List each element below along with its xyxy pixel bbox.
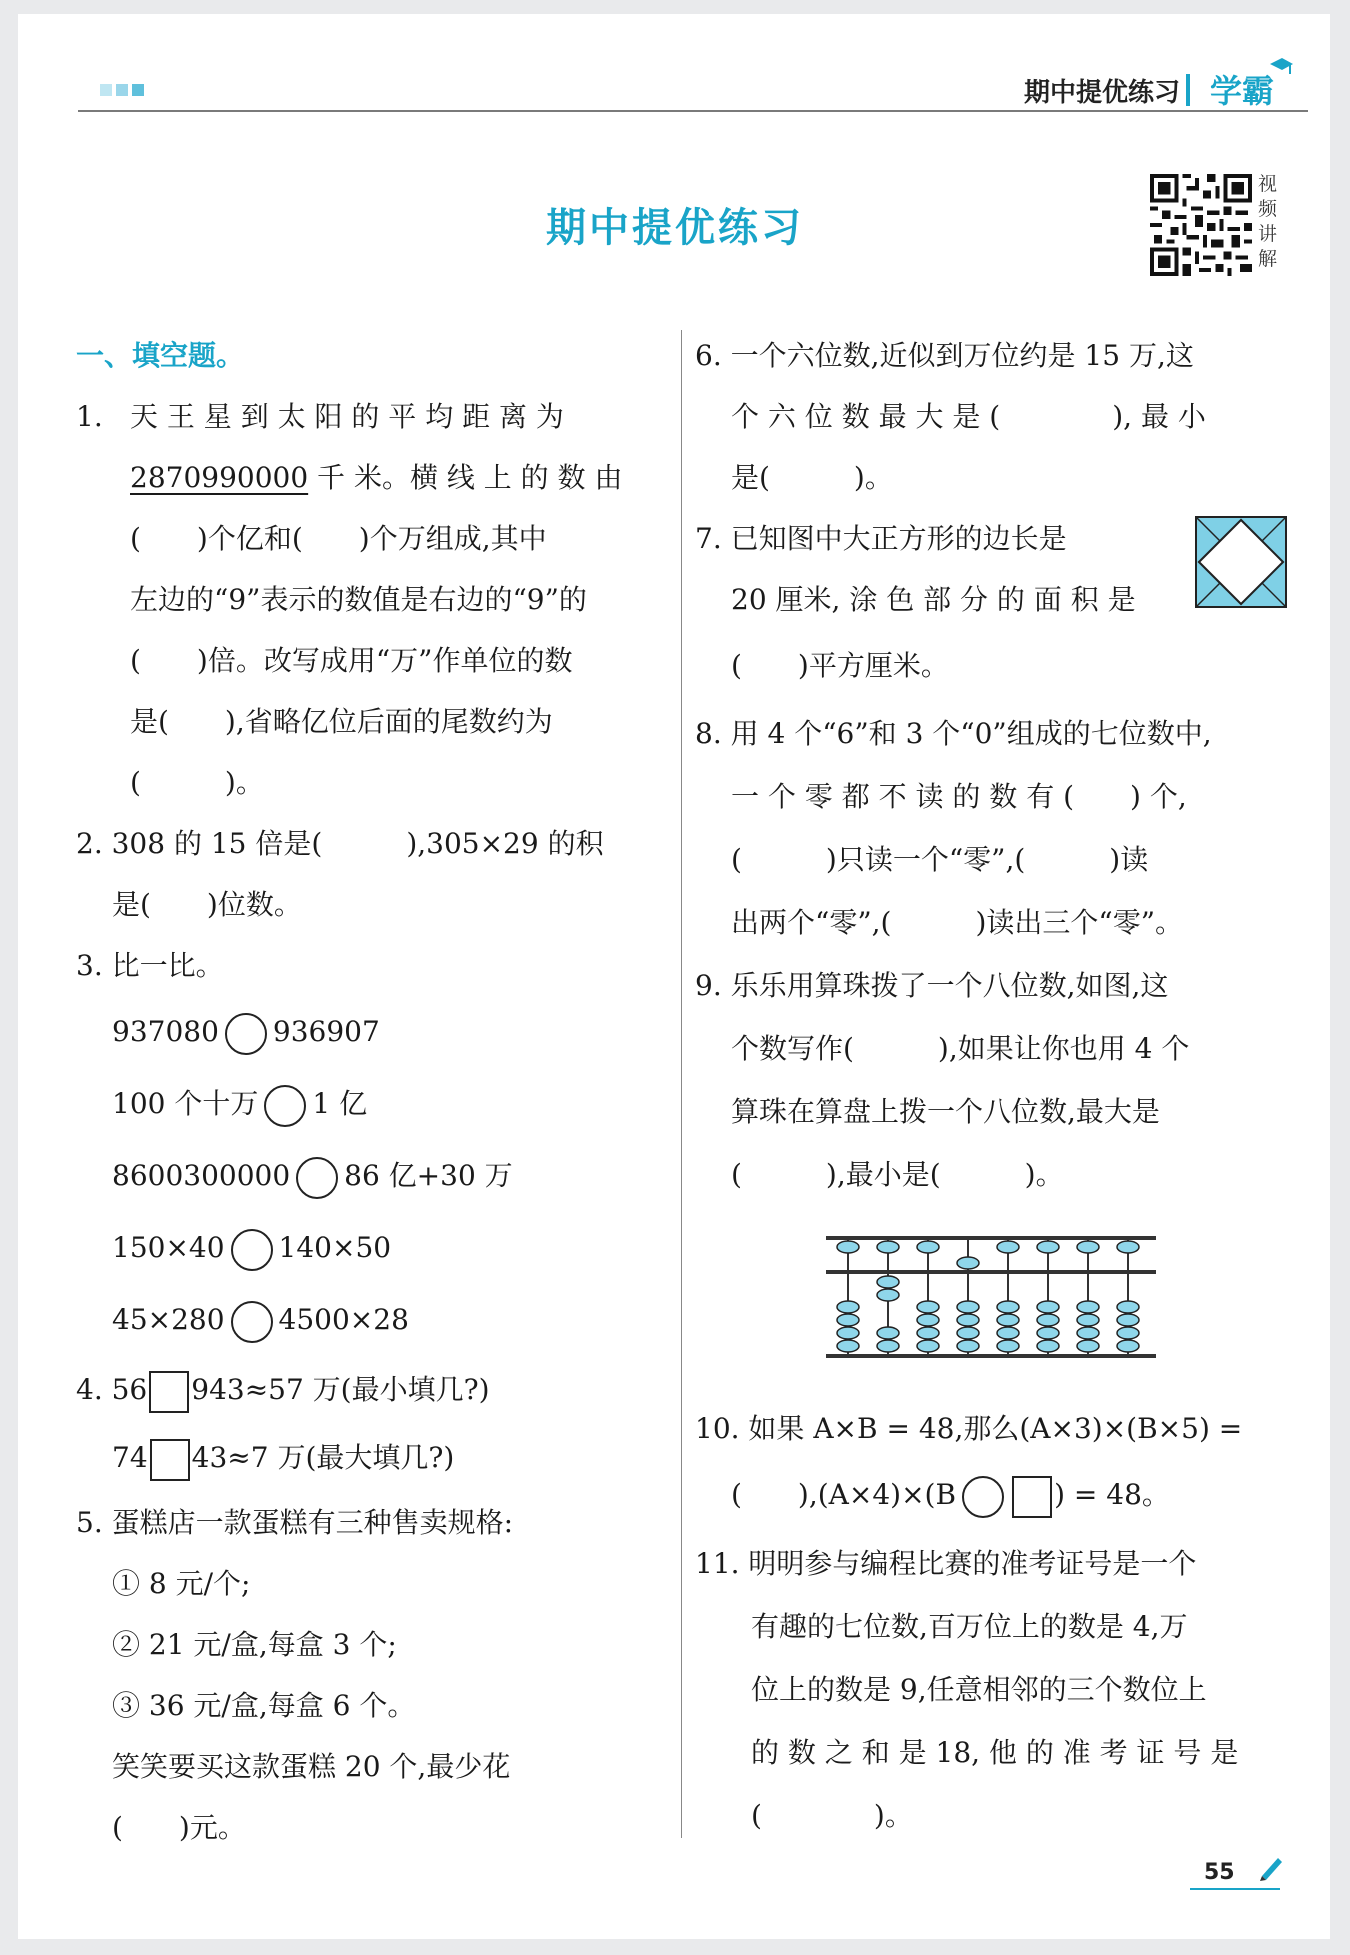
question-1-line: 是( ),省略亿位后面的尾数约为 xyxy=(130,705,553,738)
abacus-lower-bead xyxy=(1117,1301,1139,1313)
question-10 xyxy=(695,1396,1287,1528)
question-1 xyxy=(76,386,666,813)
compare-circle[interactable] xyxy=(296,1157,338,1199)
compare-circle[interactable] xyxy=(225,1013,267,1055)
abacus-beam xyxy=(826,1270,1156,1274)
header-decoration xyxy=(100,84,144,96)
compare-circle[interactable] xyxy=(231,1301,273,1343)
compare-left: 45×280 xyxy=(112,1303,225,1336)
qr-caption-char: 视 xyxy=(1258,173,1278,195)
abacus-figure xyxy=(824,1232,1158,1362)
compare-right: 936907 xyxy=(272,1015,380,1048)
qr-caption xyxy=(1258,172,1284,272)
abacus-lower-bead xyxy=(997,1301,1019,1313)
column-divider xyxy=(681,330,682,1838)
pencil-icon xyxy=(1256,1852,1286,1882)
compare-row xyxy=(76,1140,666,1212)
question-1-line xyxy=(76,386,666,447)
question-11-line: ( )。 xyxy=(751,1799,913,1832)
question-text: ) = 48。 xyxy=(1054,1478,1170,1511)
question-text: 43≈7 万(最大填几?) xyxy=(191,1441,455,1474)
page-title: 期中提优练习 xyxy=(546,205,804,251)
question-1-line: ( )倍。改写成用“万”作单位的数 xyxy=(130,644,573,677)
question-text: ( ),(A×4)×(B xyxy=(731,1478,957,1511)
compare-left: 100 个十万 xyxy=(112,1087,259,1120)
question-7-line: ( )平方厘米。 xyxy=(731,649,949,682)
question-11-line: 位上的数是 9,任意相邻的三个数位上 xyxy=(751,1673,1207,1706)
question-5 xyxy=(76,1492,666,1858)
abacus-lower-bead xyxy=(917,1301,939,1313)
graduation-cap-icon xyxy=(1268,54,1294,80)
question-1-line: ( )。 xyxy=(130,766,264,799)
abacus-lower-bead xyxy=(957,1340,979,1352)
answer-box[interactable] xyxy=(149,1371,189,1413)
compare-row xyxy=(76,1212,666,1284)
question-5-line: ③ 36 元/盒,每盒 6 个。 xyxy=(112,1689,416,1722)
compare-circle[interactable] xyxy=(231,1229,273,1271)
question-8-line: 一 个 零 都 不 读 的 数 有 ( ) 个, xyxy=(731,780,1187,813)
compare-row xyxy=(76,1284,666,1356)
abacus-lower-bead xyxy=(917,1314,939,1326)
question-2-line: 2. 308 的 15 倍是( ),305×29 的积 xyxy=(76,827,604,860)
question-2 xyxy=(76,813,666,935)
question-7 xyxy=(695,508,1287,702)
question-9 xyxy=(695,954,1287,1206)
right-column xyxy=(695,325,1287,1847)
abacus-lower-bead xyxy=(1117,1340,1139,1352)
abacus-lower-bead xyxy=(1077,1340,1099,1352)
abacus-lower-bead xyxy=(957,1314,979,1326)
compare-right: 1 亿 xyxy=(312,1087,368,1120)
abacus-lower-bead xyxy=(957,1327,979,1339)
abacus-lower-bead xyxy=(1037,1327,1059,1339)
header-dot xyxy=(132,84,144,96)
header-section-title: 期中提优练习 xyxy=(1023,78,1180,108)
abacus-lower-bead xyxy=(1037,1314,1059,1326)
abacus-lower-bead xyxy=(1117,1327,1139,1339)
question-3-label: 3. 比一比。 xyxy=(76,949,224,982)
question-6-line: 个 六 位 数 最 大 是 ( ), 最 小 xyxy=(731,400,1206,433)
question-5-line: 笑笑要买这款蛋糕 20 个,最少花 xyxy=(112,1750,511,1783)
question-6 xyxy=(695,325,1287,508)
question-9-line: ( ),最小是( )。 xyxy=(731,1158,1064,1191)
question-text: 天 王 星 到 太 阳 的 平 均 距 离 为 xyxy=(130,400,564,433)
answer-box[interactable] xyxy=(150,1439,190,1481)
compare-left: 937080 xyxy=(112,1015,219,1048)
question-1-line: ( )个亿和( )个万组成,其中 xyxy=(130,522,547,555)
abacus-upper-bead xyxy=(1117,1241,1139,1253)
abacus-upper-bead xyxy=(957,1257,979,1269)
compare-left: 150×40 xyxy=(112,1231,225,1264)
question-10-line xyxy=(695,1462,1287,1528)
question-11 xyxy=(695,1532,1287,1847)
question-5-line: ① 8 元/个; xyxy=(112,1567,251,1600)
abacus-lower-bead xyxy=(957,1301,979,1313)
abacus-lower-bead xyxy=(1077,1301,1099,1313)
abacus-upper-bead xyxy=(997,1241,1019,1253)
square-figure xyxy=(1195,516,1287,608)
section-heading: 一、填空题。 xyxy=(76,339,245,372)
footer-rule xyxy=(1190,1888,1280,1890)
abacus-lower-bead xyxy=(1037,1340,1059,1352)
question-7-line: 20 厘米, 涂 色 部 分 的 面 积 是 xyxy=(731,583,1136,616)
question-10-line: 10. 如果 A×B = 48,那么(A×3)×(B×5) = xyxy=(695,1412,1243,1445)
question-11-line: 的 数 之 和 是 18, 他 的 准 考 证 号 是 xyxy=(751,1736,1239,1769)
question-4-line xyxy=(76,1424,666,1492)
answer-box[interactable] xyxy=(1012,1476,1052,1518)
abacus-frame-bottom xyxy=(826,1354,1156,1358)
abacus-lower-bead xyxy=(1037,1301,1059,1313)
compare-right: 4500×28 xyxy=(278,1303,409,1336)
question-3 xyxy=(76,935,666,1356)
brand-logo: 学霸 xyxy=(1209,72,1274,110)
abacus-upper-bead xyxy=(1077,1241,1099,1253)
abacus-upper-bead xyxy=(837,1241,859,1253)
abacus-lower-bead xyxy=(837,1340,859,1352)
abacus-lower-bead xyxy=(1077,1314,1099,1326)
compare-row xyxy=(76,1068,666,1140)
question-4 xyxy=(76,1356,666,1492)
abacus-lower-bead xyxy=(877,1289,899,1301)
question-2-line: 是( )位数。 xyxy=(112,888,302,921)
abacus-frame-top xyxy=(826,1236,1156,1240)
question-7-line: 7. 已知图中大正方形的边长是 xyxy=(695,522,1067,555)
compare-row xyxy=(76,996,666,1068)
question-text: 74 xyxy=(112,1441,148,1474)
page-number: 55 xyxy=(1204,1860,1235,1885)
question-9-line: 算珠在算盘上拨一个八位数,最大是 xyxy=(731,1095,1160,1128)
compare-right: 140×50 xyxy=(278,1231,392,1264)
abacus-lower-bead xyxy=(877,1340,899,1352)
question-4-line xyxy=(76,1356,666,1424)
header-dot xyxy=(116,84,128,96)
question-8 xyxy=(695,702,1287,954)
abacus-lower-bead xyxy=(877,1327,899,1339)
left-column xyxy=(76,325,666,1858)
header-dot xyxy=(100,84,112,96)
question-8-line: 出两个“零”,( )读出三个“零”。 xyxy=(731,906,1184,939)
question-6-line: 6. 一个六位数,近似到万位约是 15 万,这 xyxy=(695,339,1194,372)
question-6-line: 是( )。 xyxy=(731,461,893,494)
qr-caption-char: 解 xyxy=(1258,248,1278,270)
abacus-lower-bead xyxy=(877,1276,899,1288)
question-9-line: 个数写作( ),如果让你也用 4 个 xyxy=(731,1032,1190,1065)
abacus-lower-bead xyxy=(1117,1314,1139,1326)
question-8-line: 8. 用 4 个“6”和 3 个“0”组成的七位数中, xyxy=(695,717,1212,750)
question-5-line: ( )元。 xyxy=(112,1811,246,1844)
compare-right: 86 亿+30 万 xyxy=(344,1159,513,1192)
abacus-upper-bead xyxy=(877,1241,899,1253)
question-9-line: 9. 乐乐用算珠拨了一个八位数,如图,这 xyxy=(695,969,1169,1002)
abacus-lower-bead xyxy=(997,1314,1019,1326)
question-5-line: ② 21 元/盒,每盒 3 个; xyxy=(112,1628,397,1661)
abacus-lower-bead xyxy=(997,1340,1019,1352)
abacus-lower-bead xyxy=(837,1301,859,1313)
compare-circle[interactable] xyxy=(264,1085,306,1127)
qr-caption-char: 讲 xyxy=(1258,223,1278,245)
question-number: 1. xyxy=(76,400,103,433)
abacus-lower-bead xyxy=(837,1327,859,1339)
question-11-line: 11. 明明参与编程比赛的准考证号是一个 xyxy=(695,1547,1197,1580)
question-1-line: 左边的“9”表示的数值是右边的“9”的 xyxy=(130,583,587,616)
question-11-line: 有趣的七位数,百万位上的数是 4,万 xyxy=(751,1610,1188,1643)
abacus-lower-bead xyxy=(1077,1327,1099,1339)
question-text: 943≈57 万(最小填几?) xyxy=(191,1373,490,1406)
question-1-line xyxy=(76,447,666,508)
operator-circle[interactable] xyxy=(962,1476,1004,1518)
abacus-lower-bead xyxy=(837,1314,859,1326)
compare-left: 8600300000 xyxy=(112,1159,291,1192)
abacus-lower-bead xyxy=(997,1327,1019,1339)
qr-caption-char: 频 xyxy=(1258,198,1278,220)
abacus-lower-bead xyxy=(917,1327,939,1339)
question-text: 4. 56 xyxy=(76,1373,148,1406)
question-text: 千 米。横 线 上 的 数 由 xyxy=(308,461,623,494)
header-rule xyxy=(78,110,1308,112)
abacus-upper-bead xyxy=(917,1241,939,1253)
question-5-line: 5. 蛋糕店一款蛋糕有三种售卖规格: xyxy=(76,1506,514,1539)
qr-code-icon[interactable] xyxy=(1150,174,1252,276)
abacus-lower-bead xyxy=(917,1340,939,1352)
header-divider xyxy=(1186,74,1190,106)
question-8-line: ( )只读一个“零”,( )读 xyxy=(731,843,1149,876)
underlined-number: 2870990000 xyxy=(130,461,309,494)
abacus-upper-bead xyxy=(1037,1241,1059,1253)
